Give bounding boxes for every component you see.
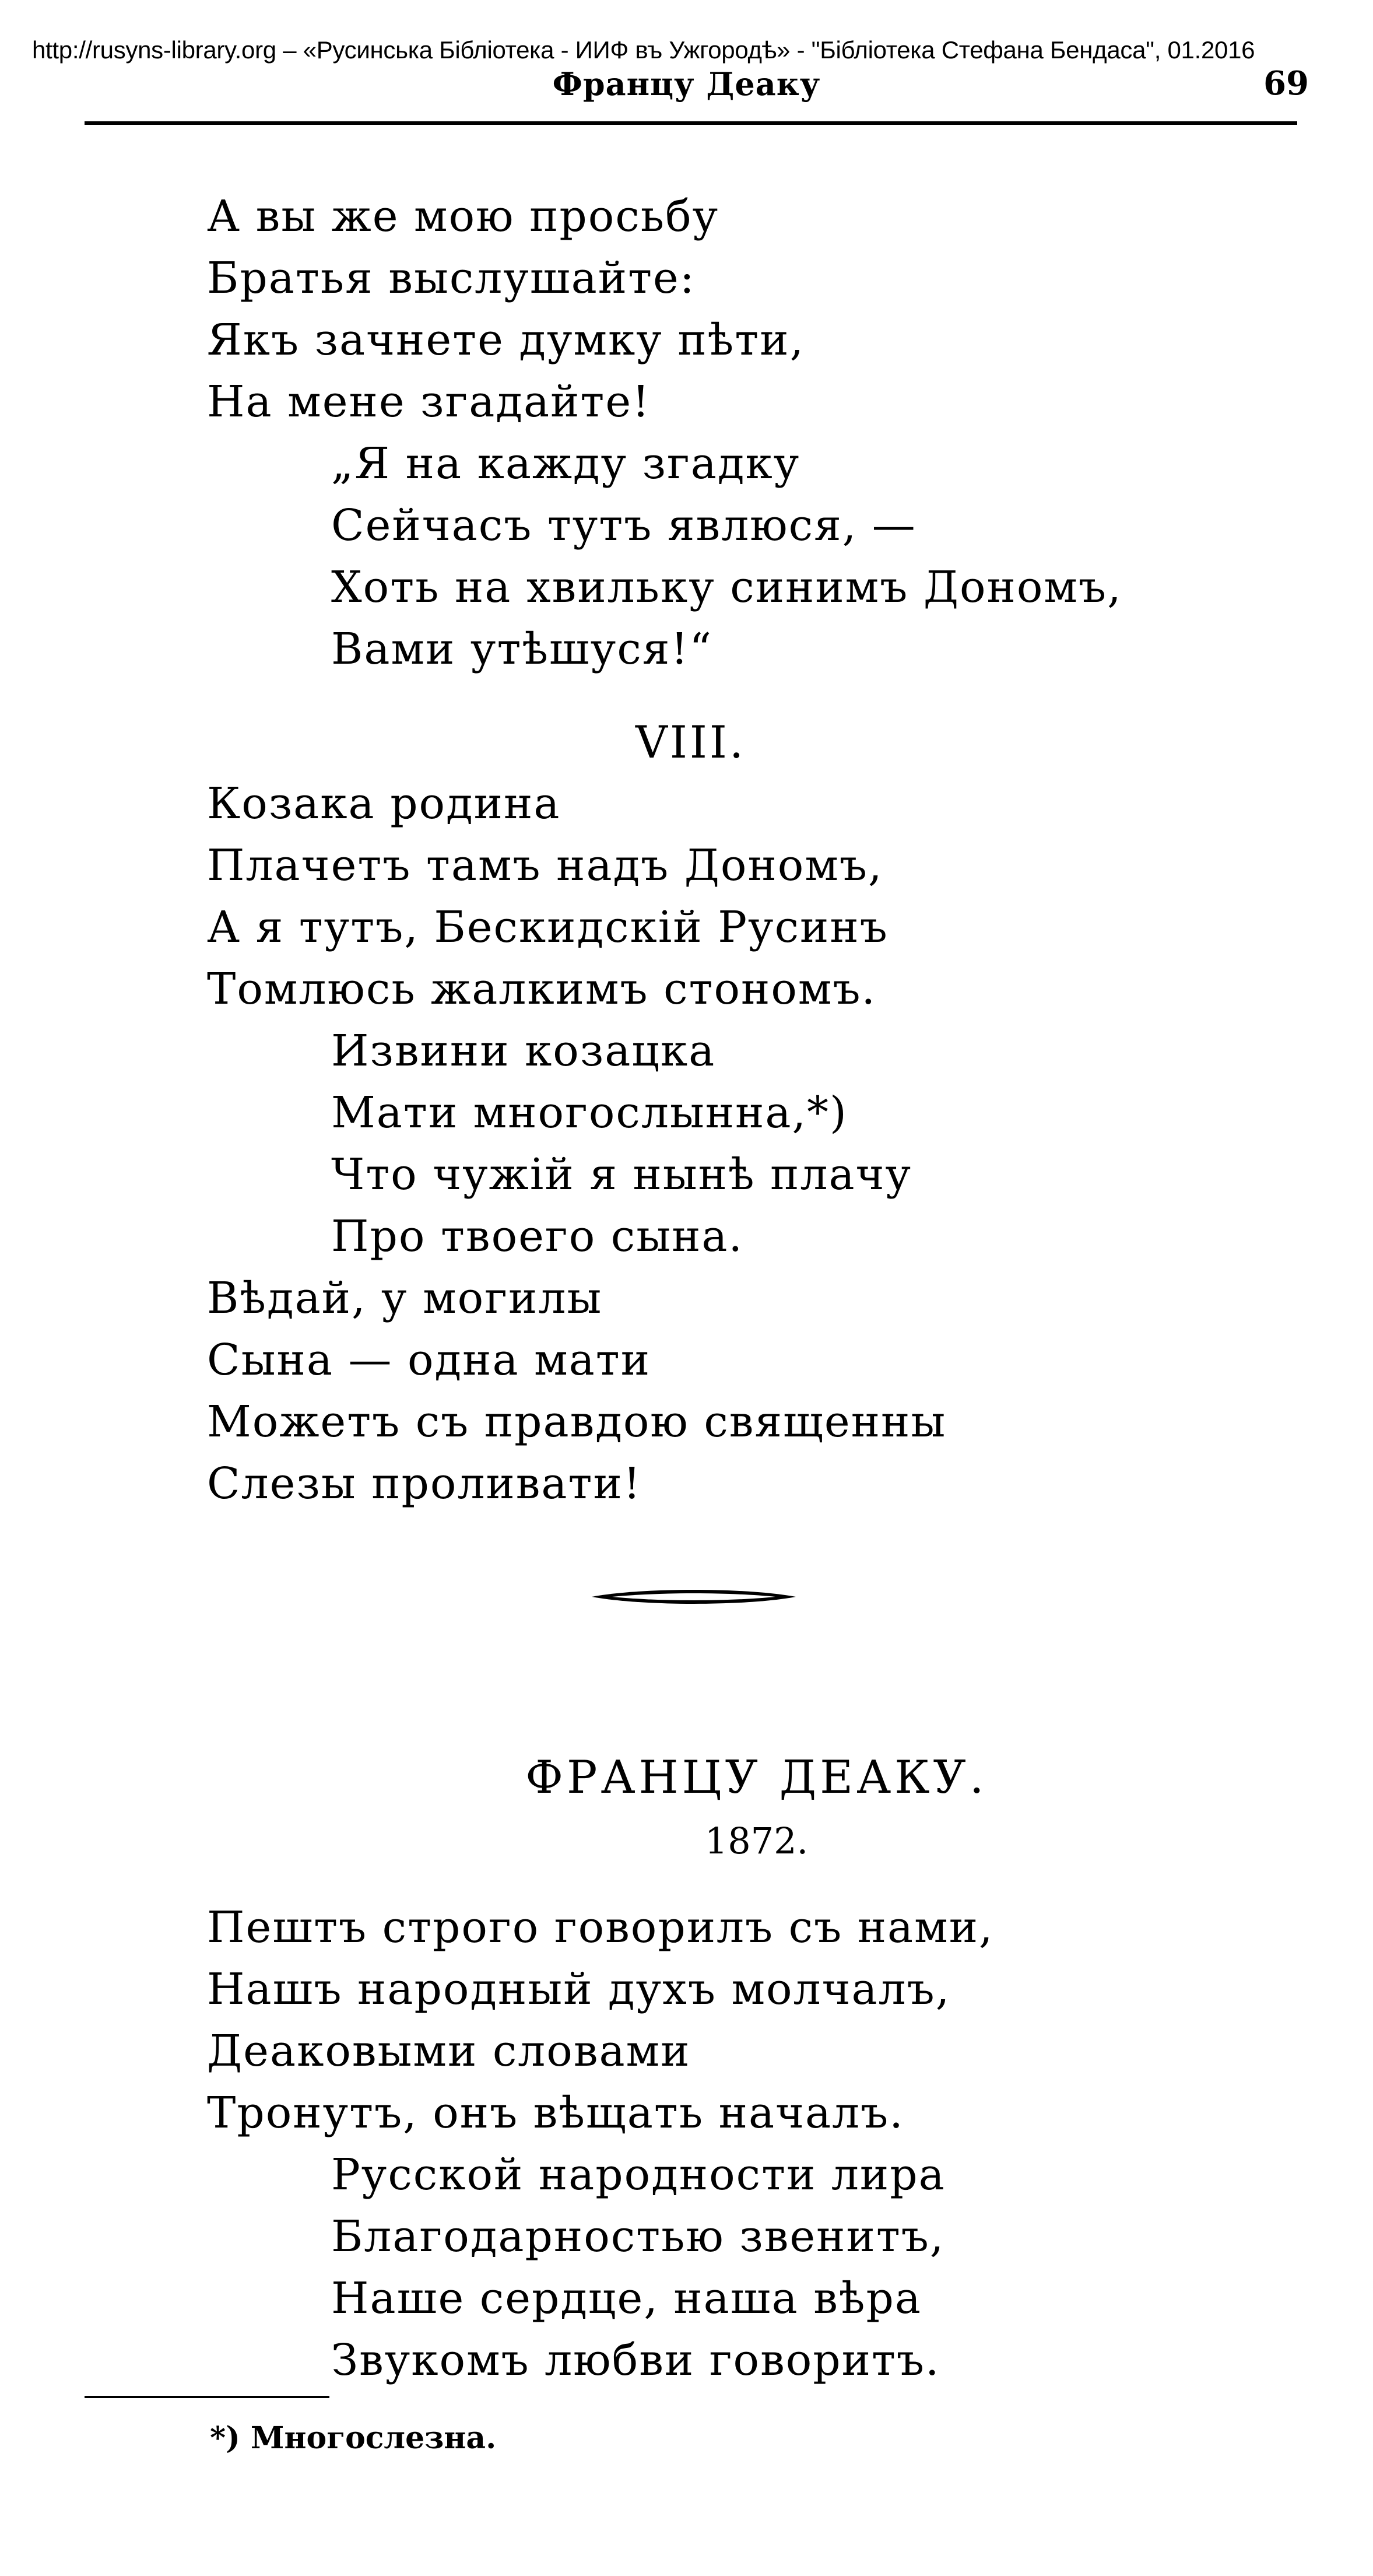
running-title: Францу Деаку [552,65,821,103]
page-number: 69 [1263,64,1309,103]
verse-line: Русской народности лира [331,2150,946,2200]
verse-line: Мати многослынна,*) [331,1088,848,1138]
header-rule [85,121,1297,125]
verse-line: А я тутъ, Бескидскiй Русинъ [207,902,889,952]
verse-line: Плачетъ тамъ надъ Дономъ, [207,840,883,891]
verse-line: Братья выслушайте: [207,253,696,303]
poem-title: ФРАНЦУ ДЕАКУ. [525,1751,988,1804]
verse-line: Пештъ строго говорилъ съ нами, [207,1902,994,1953]
poem-year: 1872. [704,1820,809,1862]
verse-line: Слезы проливати! [207,1459,642,1509]
verse-line: Козака родина [207,779,561,829]
verse-line: Сейчасъ тутъ явлюся, — [331,500,916,551]
footnote-rule [85,2396,329,2398]
verse-line: Вѣдай, у могилы [207,1273,603,1323]
verse-line: Вами утѣшуся!“ [331,624,713,674]
verse-line: Деаковыми словами [207,2026,691,2076]
verse-line: Про твоего сына. [331,1211,744,1261]
verse-line: Извини козацка [331,1026,716,1076]
verse-line: А вы же мою просьбу [207,191,719,241]
verse-line: Нашъ народный духъ молчалъ, [207,1964,951,2014]
poem-stanza [207,1897,994,2391]
verse-line: На мене згадайте! [207,377,651,427]
footnote: *) Многослезна. [210,2420,497,2456]
verse-line: Благодарностью звенитъ, [331,2211,945,2262]
verse-line: Звукомъ любви говоритъ. [331,2335,940,2385]
source-url-line: http://rusyns-library.org – «Русинська Бiблiотека - ИИФ въ Ужгородѣ» - "Бiблiотека Стефана Бендаса", 01.2016 [32,36,1255,64]
stanza-1 [207,185,1122,680]
verse-line: Якъ зачнете думку пѣти, [207,315,805,365]
verse-line: Сына — одна мати [207,1335,651,1385]
section-number: VIII. [635,716,746,768]
verse-line: Можетъ съ правдою священны [207,1397,947,1447]
verse-line: „Я на кажду згадку [331,439,800,489]
verse-line: Наше сердце, наша вѣра [331,2273,922,2323]
verse-line: Томлюсь жалкимъ стономъ. [207,964,877,1014]
verse-line: Хоть на хвильку синимъ Дономъ, [331,562,1122,612]
verse-line: Тронутъ, онъ вѣщать началъ. [207,2088,904,2138]
stanza-2 [207,773,946,1515]
ornament-divider [589,1585,799,1608]
verse-line: Что чужiй я нынѣ плачу [331,1149,912,1200]
